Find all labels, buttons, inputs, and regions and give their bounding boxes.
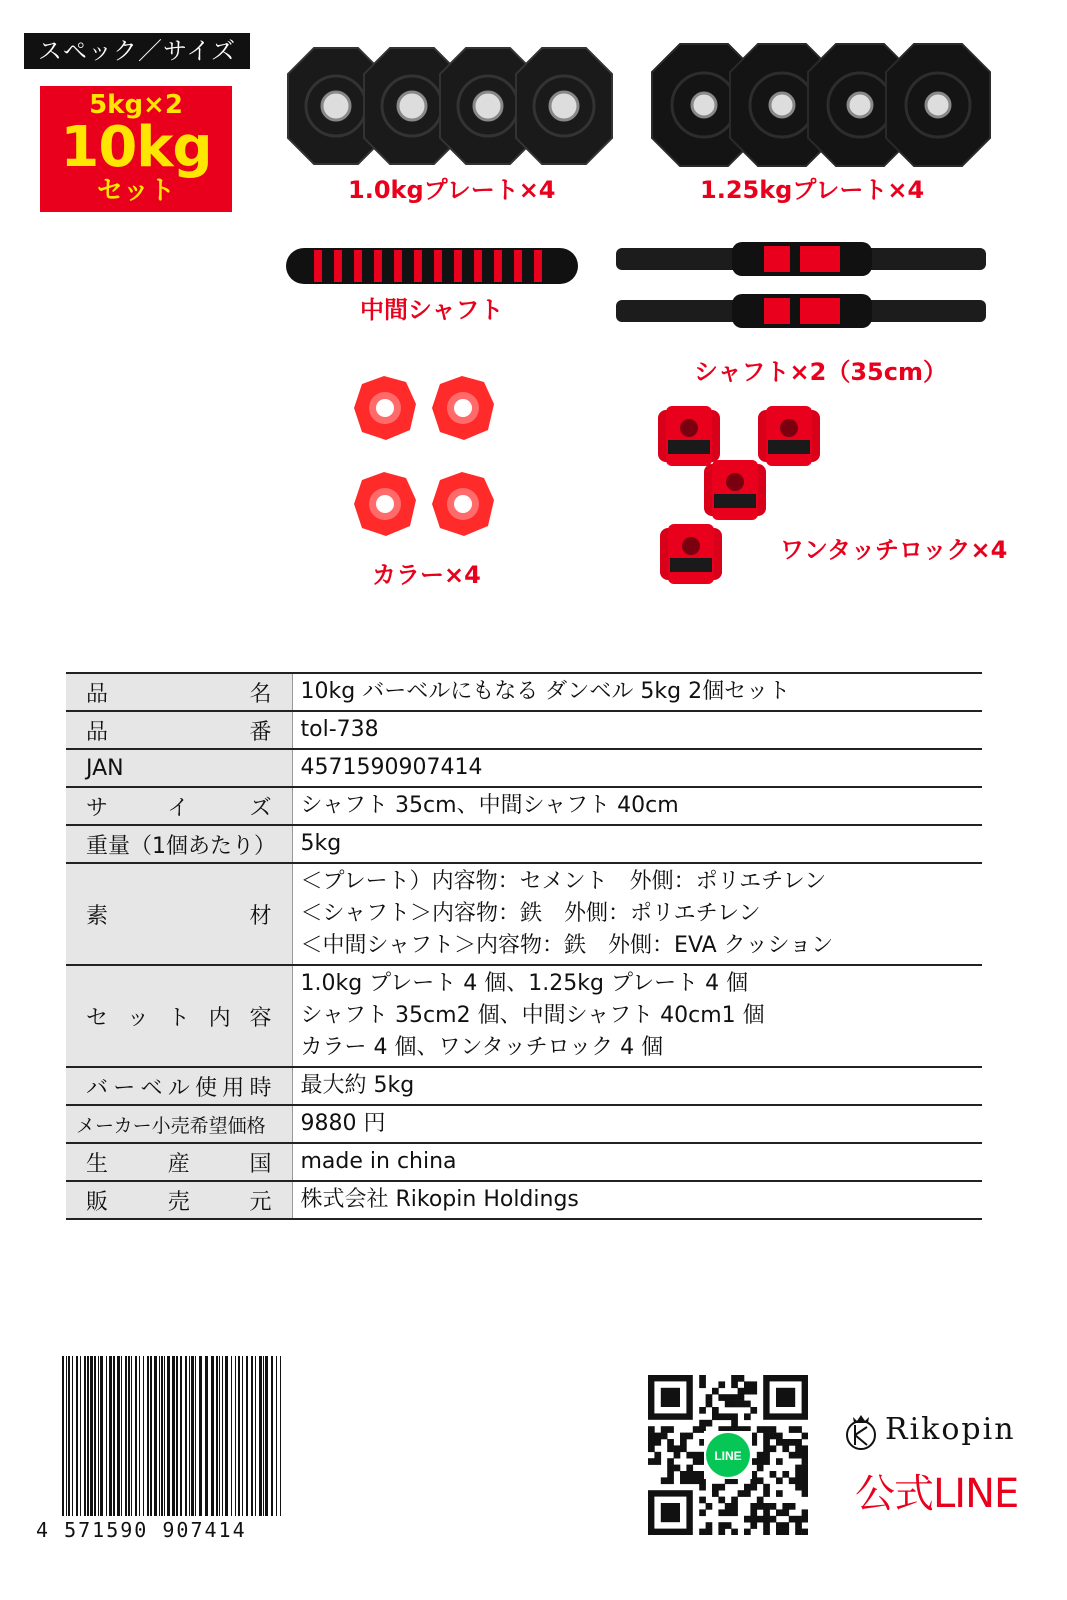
spec-line: 5kg	[300, 831, 342, 856]
spec-table	[66, 672, 982, 1220]
table-row	[66, 673, 982, 711]
spec-line: ＜シャフト＞内容物：鉄 外側：ポリエチレン	[300, 901, 761, 926]
collar-illustration	[350, 372, 500, 542]
caption-plate-small: 1.0kgプレート×4	[348, 176, 556, 204]
spec-line: 最大約 5kg	[300, 1073, 415, 1098]
spec-key: 生産国	[66, 1143, 292, 1181]
table-row	[66, 965, 982, 1067]
spec-value	[292, 965, 982, 1067]
spec-line: シャフト 35cm2 個、中間シャフト 40cm1 個	[300, 1003, 765, 1028]
caption-plate-large: 1.25kgプレート×4	[700, 176, 925, 204]
line-qr-code[interactable]	[648, 1375, 808, 1535]
spec-line: 4571590907414	[300, 755, 483, 780]
spec-key: 品番	[66, 711, 292, 749]
qr-line-label: LINE	[714, 1449, 742, 1463]
barcode-digits: 4 571590 907414	[36, 1518, 247, 1542]
crown-icon	[843, 1411, 879, 1451]
spec-value	[292, 673, 982, 711]
spec-line: ＜中間シャフト＞内容物：鉄 外側：EVA クッション	[300, 933, 834, 958]
spec-key: サイズ	[66, 787, 292, 825]
spec-line: ＜プレート）内容物：セメント 外側：ポリエチレン	[300, 869, 827, 894]
caption-middle-shaft: 中間シャフト	[360, 296, 504, 324]
spec-value	[292, 787, 982, 825]
spec-value	[292, 749, 982, 787]
table-row	[66, 749, 982, 787]
shaft-illustration	[614, 240, 990, 332]
badge-line1: 5kg×2	[89, 90, 183, 120]
caption-collar: カラー×4	[372, 561, 481, 589]
spec-key: バーベル使用時	[66, 1067, 292, 1105]
spec-key: セット内容	[66, 965, 292, 1067]
caption-lock: ワンタッチロック×4	[780, 536, 1008, 564]
table-row	[66, 825, 982, 863]
spec-key: JAN	[66, 749, 292, 787]
table-row	[66, 863, 982, 965]
table-row	[66, 787, 982, 825]
spec-value	[292, 825, 982, 863]
caption-shaft: シャフト×2（35cm）	[694, 358, 947, 386]
spec-key: 販売元	[66, 1181, 292, 1219]
spec-line: シャフト 35cm、中間シャフト 40cm	[300, 793, 679, 818]
badge-line3: セット	[96, 176, 175, 206]
table-row	[66, 1105, 982, 1143]
table-row	[66, 711, 982, 749]
spec-key: 重量（1個あたり）	[66, 825, 292, 863]
spec-key: 素材	[66, 863, 292, 965]
table-row	[66, 1143, 982, 1181]
table-row	[66, 1181, 982, 1219]
spec-value	[292, 1105, 982, 1143]
spec-value	[292, 1143, 982, 1181]
table-row	[66, 1067, 982, 1105]
spec-line: 株式会社 Rikopin Holdings	[300, 1187, 579, 1212]
spec-line: made in china	[300, 1149, 457, 1174]
spec-value	[292, 863, 982, 965]
spec-line: tol-738	[300, 717, 379, 742]
spec-value	[292, 1067, 982, 1105]
spec-size-tag: スペック／サイズ	[24, 33, 250, 69]
plate-small-illustration	[284, 44, 616, 168]
spec-key: メーカー小売希望価格	[66, 1105, 292, 1143]
spec-line: 10kg バーベルにもなる ダンベル 5kg 2個セット	[300, 679, 791, 704]
set-badge	[40, 86, 232, 212]
spec-line: カラー 4 個、ワンタッチロック 4 個	[300, 1035, 664, 1060]
spec-line: 9880 円	[300, 1111, 386, 1136]
official-line-label: 公式LINE	[855, 1471, 1019, 1517]
spec-value	[292, 711, 982, 749]
brand-name: Rikopin	[885, 1412, 1016, 1447]
spec-line: 1.0kg プレート 4 個、1.25kg プレート 4 個	[300, 971, 749, 996]
middle-shaft-illustration	[284, 246, 580, 286]
barcode	[36, 1352, 288, 1522]
brand-logo	[843, 1411, 1016, 1451]
badge-line2: 10kg	[60, 115, 212, 180]
plate-large-illustration	[648, 40, 994, 170]
spec-key: 品名	[66, 673, 292, 711]
spec-value	[292, 1181, 982, 1219]
